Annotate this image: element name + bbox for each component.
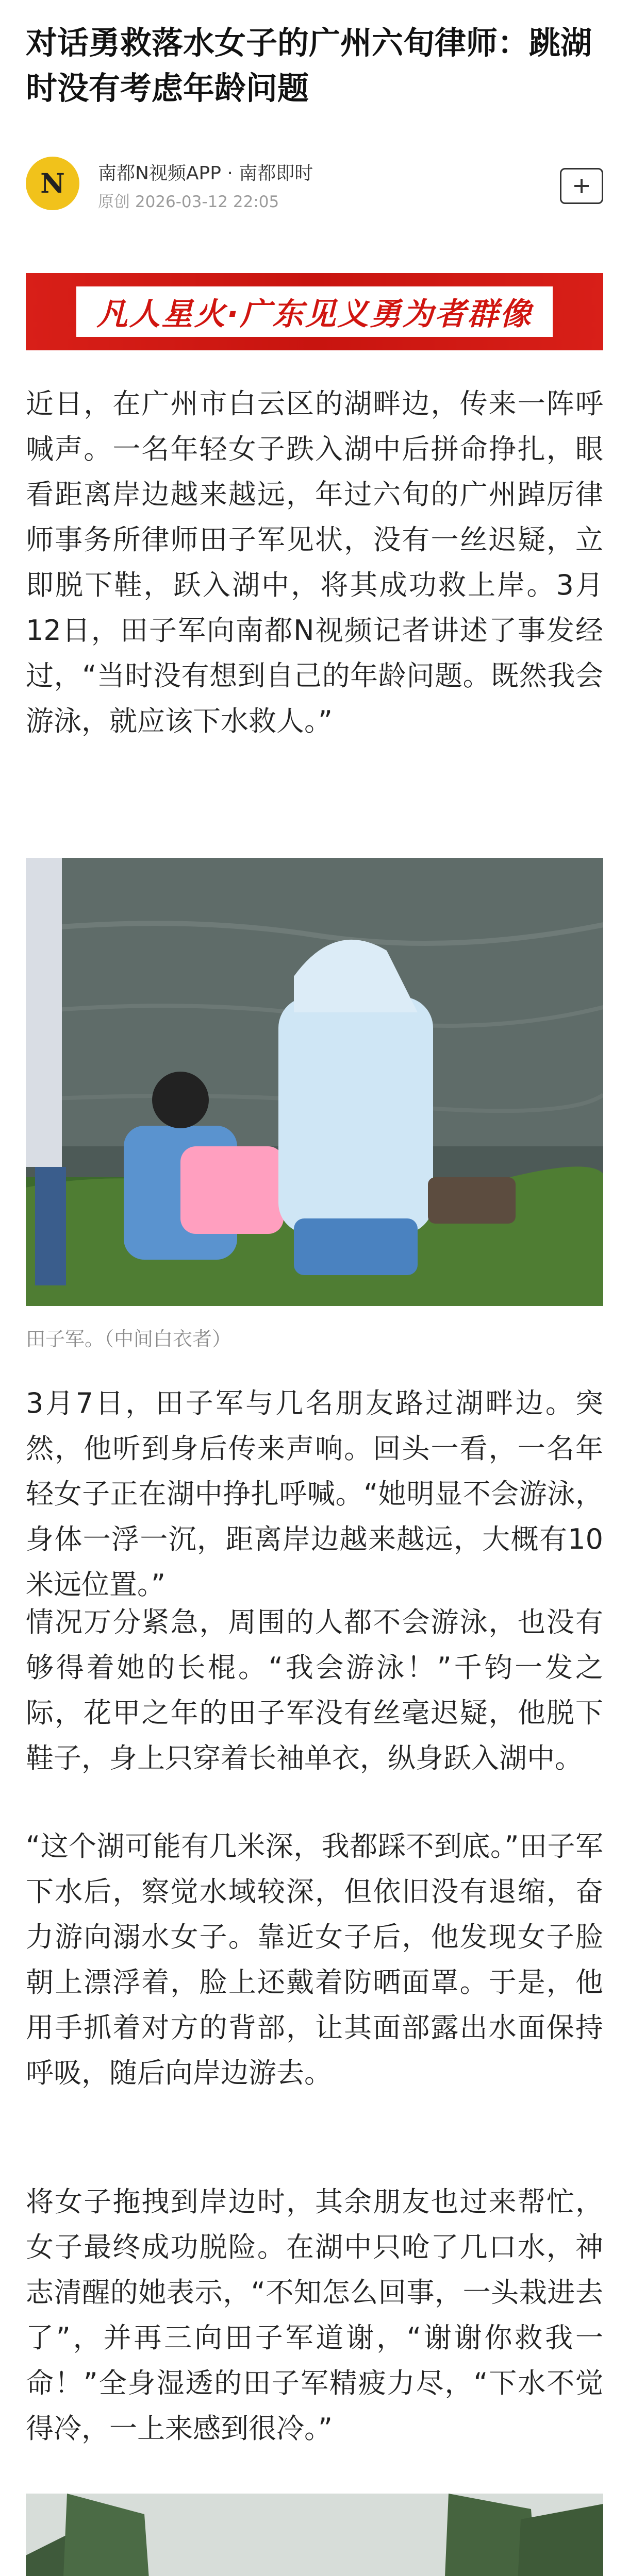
topic-banner[interactable] [26, 273, 603, 350]
banner-text: 凡人星火·广东见义勇为者群像 [76, 286, 553, 337]
rescue-photo[interactable] [26, 858, 603, 1306]
paragraph-1: 近日，在广州市白云区的湖畔边，传来一阵呼喊声。一名年轻女子跌入湖中后拼命挣扎，眼看距离岸边越来越远，年过六旬的广州踔厉律师事务所律师田子军见状，没有一丝迟疑，立即脱下鞋，跃入湖中，将其成功救上岸。3月12日，田子军向南都N视频记者讲述了事发经过，“当时没有想到自己的年龄问题。既然我会游泳，就应该下水救人。” [26, 387, 603, 737]
portrait-photo[interactable] [26, 2494, 603, 2576]
paragraph-5: 将女子拖拽到岸边时，其余朋友也过来帮忙，女子最终成功脱险。在湖中只呛了几口水，神志清醒的她表示，“不知怎么回事，一头栽进去了”，并再三向田子军道谢，“谢谢你救我一命！”全身湿透的田子军精疲力尽，“下水不觉得冷，一上来感到很冷。” [26, 2185, 603, 2445]
publish-info: 原创 2026-03-12 22:05 [98, 193, 279, 211]
paragraph-4: “这个湖可能有几米深，我都踩不到底。”田子军下水后，察觉水域较深，但依旧没有退缩，奋力游向溺水女子。靠近女子后，他发现女子脸朝上漂浮着，脸上还戴着防晒面罩。于是，他用手抓着对方的背部，让其面部露出水面保持呼吸，随后向岸边游去。 [26, 1830, 603, 2089]
photo-caption-1: 田子军。（中间白衣者） [26, 1328, 232, 1350]
plus-icon [571, 176, 592, 196]
follow-button[interactable] [560, 168, 603, 204]
source-name[interactable]: 南都N视频APP · 南都即时 [98, 163, 313, 184]
author-row [26, 155, 603, 216]
publisher-logo[interactable] [26, 157, 79, 210]
rescue-scene-image [26, 858, 603, 1306]
logo-letter: N [40, 167, 65, 199]
paragraph-2: 3月7日，田子军与几名朋友路过湖畔边。突然，他听到身后传来声响。回头一看，一名年轻女子正在湖中挣扎呼喊。“她明显不会游泳，身体一浮一沉，距离岸边越来越远，大概有10米远位置。” [26, 1387, 603, 1601]
paragraph-3: 情况万分紧急，周围的人都不会游泳，也没有够得着她的长棍。“我会游泳！”千钧一发之际，花甲之年的田子军没有丝毫迟疑，他脱下鞋子，身上只穿着长袖单衣，纵身跃入湖中。 [26, 1606, 603, 1774]
article-title: 对话勇救落水女子的广州六旬律师：跳湖时没有考虑年龄问题 [26, 25, 592, 107]
portrait-image [26, 2494, 603, 2576]
